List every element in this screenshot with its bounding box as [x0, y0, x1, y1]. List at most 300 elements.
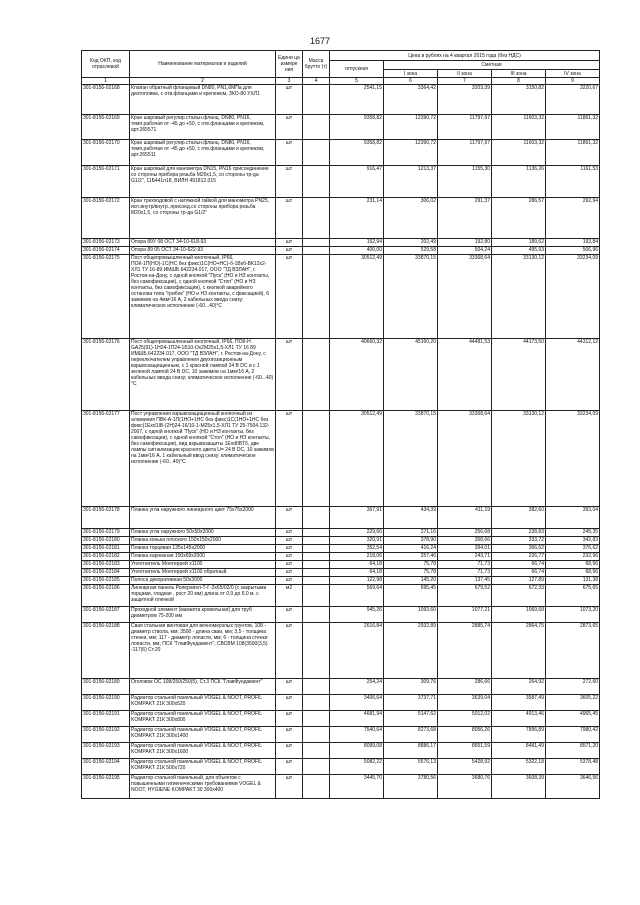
- table-row: [82, 577, 600, 585]
- row-code: 301-8156-02176: [82, 339, 130, 411]
- row-unit: шт: [276, 569, 303, 577]
- row-price: 3150,82: [492, 85, 546, 115]
- row-unit: шт: [276, 140, 303, 166]
- row-mass: [303, 411, 330, 507]
- row-price: 3364,42: [384, 85, 438, 115]
- table-row: [82, 553, 600, 561]
- row-mass: [303, 140, 330, 166]
- row-price: 257,46: [384, 553, 438, 561]
- row-code: 301-8156-02183: [82, 561, 130, 569]
- row-price: 7540,64: [330, 727, 384, 743]
- row-price: 229,66: [330, 529, 384, 537]
- row-price: 33130,12: [492, 411, 546, 507]
- header-estimated-price: Сметная: [384, 61, 600, 70]
- column-index: 5: [330, 78, 384, 85]
- header-price-group: Цена в рублях на 4 квартал 2015 года (без НДС): [330, 51, 600, 61]
- row-code: 301-8156-02173: [82, 239, 130, 247]
- row-name: Планка карнизная 100х69х2000: [130, 553, 276, 561]
- row-code: 301-8156-02172: [82, 198, 130, 239]
- row-price: 695,45: [384, 585, 438, 607]
- row-price: 231,14: [330, 198, 384, 239]
- row-price: 238,83: [492, 529, 546, 537]
- row-price: 1069,68: [492, 607, 546, 623]
- row-price: 569,64: [330, 585, 384, 607]
- row-price: 306,02: [384, 198, 438, 239]
- row-unit: шт: [276, 239, 303, 247]
- row-price: 2541,15: [330, 85, 384, 115]
- column-index-row: [82, 78, 600, 85]
- row-unit: шт: [276, 679, 303, 695]
- row-price: 411,19: [438, 507, 492, 529]
- row-unit: шт: [276, 255, 303, 339]
- row-price: 7896,89: [492, 727, 546, 743]
- row-mass: [303, 166, 330, 198]
- table-row: [82, 775, 600, 799]
- row-price: 4965,45: [546, 711, 600, 727]
- row-mass: [303, 695, 330, 711]
- row-mass: [303, 727, 330, 743]
- row-price: 3587,49: [492, 695, 546, 711]
- row-mass: [303, 585, 330, 607]
- header-zone-4: IV зона: [546, 70, 600, 78]
- row-price: 137,45: [438, 577, 492, 585]
- row-price: 495,93: [492, 247, 546, 255]
- row-price: 218,06: [330, 553, 384, 561]
- row-code: 301-8156-02168: [82, 85, 130, 115]
- row-price: 68,56: [546, 569, 600, 577]
- row-price: 272,60: [546, 679, 600, 695]
- row-code: 301-8156-02189: [82, 679, 130, 695]
- table-row: [82, 695, 600, 711]
- table-row: [82, 198, 600, 239]
- row-unit: шт: [276, 775, 303, 799]
- row-price: 1161,53: [546, 166, 600, 198]
- row-unit: шт: [276, 743, 303, 759]
- column-index: 9: [546, 78, 600, 85]
- row-price: 333,72: [492, 537, 546, 545]
- row-price: 8481,49: [492, 743, 546, 759]
- row-code: 301-8156-02187: [82, 607, 130, 623]
- row-price: 1213,37: [384, 166, 438, 198]
- row-unit: шт: [276, 198, 303, 239]
- row-price: 44173,50: [492, 339, 546, 411]
- row-code: 301-8156-02195: [82, 775, 130, 799]
- row-price: 33130,12: [492, 255, 546, 339]
- row-unit: шт: [276, 115, 303, 140]
- row-price: 30512,49: [330, 411, 384, 507]
- row-price: 30512,49: [330, 255, 384, 339]
- row-price: 352,54: [330, 545, 384, 553]
- row-price: 127,89: [492, 577, 546, 585]
- row-price: 66,74: [492, 569, 546, 577]
- row-price: 33368,64: [438, 411, 492, 507]
- row-name: Свая стальная винтовая для вечномерзлых грунтов, 108 - диаметр ствола, мм; 3500 - длина сваи, мм; 3,5 - толщина стенки, мм; 117 - диаметр лопасти, мм; 6 - толщина стенки лопасти, мм; ПСК "ГлавФундамент", СВСВМ 108(3500(3,5) -117(6) Ст.20: [130, 623, 276, 679]
- row-unit: шт: [276, 577, 303, 585]
- table-row: [82, 140, 600, 166]
- header-zone-2: II зона: [438, 70, 492, 78]
- row-price: 1136,26: [492, 166, 546, 198]
- row-mass: [303, 743, 330, 759]
- column-index: 3: [276, 78, 303, 85]
- row-name: Радиатор стальной панельный, для объектов с повышенными гигиеническими требованиями VOGEL & NOOT, HYGIENE KOMPAKT 30 300х400: [130, 775, 276, 799]
- row-price: 2932,89: [384, 623, 438, 679]
- row-price: 33870,15: [384, 411, 438, 507]
- table-row: [82, 545, 600, 553]
- row-price: 393,04: [546, 507, 600, 529]
- header-name: Наименование материалов и изделий: [130, 51, 276, 78]
- row-code: 301-8156-02192: [82, 727, 130, 743]
- row-price: 286,57: [492, 198, 546, 239]
- row-mass: [303, 507, 330, 529]
- row-name: Радиатор стальной панельный VOGEL & NOOT, PROFIL KOMPAKT 21К 300х1600: [130, 743, 276, 759]
- row-name: Кран шаровый для манометра DN15, PN16 присоединение со стороны прибора резьба М20х1,5, со стороны тр-да G1/2", 11Б441п18, ВИЛН 491812.015: [130, 166, 276, 198]
- row-price: 5082,22: [330, 759, 384, 775]
- row-price: 3406,64: [330, 695, 384, 711]
- row-price: 145,20: [384, 577, 438, 585]
- row-unit: шт: [276, 607, 303, 623]
- table-row: [82, 255, 600, 339]
- row-price: 11861,32: [546, 115, 600, 140]
- row-mass: [303, 711, 330, 727]
- row-price: 64,18: [330, 569, 384, 577]
- row-price: 945,26: [330, 607, 384, 623]
- row-mass: [303, 239, 330, 247]
- row-mass: [303, 623, 330, 679]
- row-unit: м2: [276, 585, 303, 607]
- row-name: Кран шаровый регулир.стальн.фланц. DN80, PN16, темп.рабочая от -45 до +50, с отв.фланцами и крепежом, арт.265571: [130, 115, 276, 140]
- header-zone-1: I зона: [384, 70, 438, 78]
- row-code: 301-8156-02175: [82, 255, 130, 339]
- row-price: 3680,76: [438, 775, 492, 799]
- row-price: 916,47: [330, 166, 384, 198]
- row-unit: шт: [276, 759, 303, 775]
- row-unit: шт: [276, 166, 303, 198]
- row-unit: шт: [276, 507, 303, 529]
- row-price: 254,24: [330, 679, 384, 695]
- row-price: 5428,92: [438, 759, 492, 775]
- row-price: 8886,17: [384, 743, 438, 759]
- row-price: 131,38: [546, 577, 600, 585]
- row-name: Кран шаровый регулир.стальн.фланц. DN80, PN16, темп.рабочая от -45 до +50, с отв.фланцами и крепежом, арт.265511: [130, 140, 276, 166]
- row-price: 1093,60: [384, 607, 438, 623]
- row-mass: [303, 115, 330, 140]
- row-mass: [303, 553, 330, 561]
- row-mass: [303, 198, 330, 239]
- row-price: 271,16: [384, 529, 438, 537]
- row-unit: шт: [276, 561, 303, 569]
- row-unit: шт: [276, 339, 303, 411]
- row-mass: [303, 775, 330, 799]
- table-row: [82, 743, 600, 759]
- row-code: 301-8156-02184: [82, 569, 130, 577]
- row-price: 256,68: [438, 529, 492, 537]
- row-price: 5378,48: [546, 759, 600, 775]
- row-price: 3220,67: [546, 85, 600, 115]
- row-price: 11603,32: [492, 115, 546, 140]
- row-name: Уплотнитель Монтеррей х1100 обратный: [130, 569, 276, 577]
- row-price: 245,35: [546, 529, 600, 537]
- table-row: [82, 561, 600, 569]
- row-price: 2885,74: [438, 623, 492, 679]
- column-index: 8: [492, 78, 546, 85]
- row-mass: [303, 759, 330, 775]
- table-row: [82, 679, 600, 695]
- row-price: 309,76: [384, 679, 438, 695]
- row-price: 44481,53: [438, 339, 492, 411]
- price-table: [81, 50, 600, 799]
- row-price: 3639,04: [438, 695, 492, 711]
- row-unit: шт: [276, 553, 303, 561]
- row-price: 4681,94: [330, 711, 384, 727]
- header-code: Код ОКП, код отраслевой: [82, 51, 130, 78]
- row-price: 434,39: [384, 507, 438, 529]
- row-price: 202,49: [384, 239, 438, 247]
- row-price: 1155,30: [438, 166, 492, 198]
- table-row: [82, 85, 600, 115]
- row-price: 366,62: [492, 545, 546, 553]
- table-row: [82, 529, 600, 537]
- row-code: 301-8156-02169: [82, 115, 130, 140]
- row-price: 4913,46: [492, 711, 546, 727]
- row-unit: шт: [276, 695, 303, 711]
- row-mass: [303, 577, 330, 585]
- column-index: 2: [130, 78, 276, 85]
- row-price: 33368,64: [438, 255, 492, 339]
- row-unit: шт: [276, 85, 303, 115]
- row-name: Радиатор стальной панельный VOGEL & NOOT, PROFIL KOMPAKT 21К 300х800: [130, 711, 276, 727]
- table-row: [82, 239, 600, 247]
- row-code: 301-8156-02181: [82, 545, 130, 553]
- row-name: Оголовок ОС 108/250/250(5), Ст.3 ПСК "ГлавФундамент": [130, 679, 276, 695]
- row-price: 3203,39: [438, 85, 492, 115]
- row-mass: [303, 561, 330, 569]
- header-release-price: отпускная: [330, 61, 384, 78]
- row-price: 243,71: [438, 553, 492, 561]
- row-price: 192,80: [438, 239, 492, 247]
- row-unit: шт: [276, 545, 303, 553]
- row-name: Пост общепромышленный кнопочный, IP66, ПОК-1П(НО)-1С(НС без фикс)1С(НО+НС)-б-1Вхб-ВК12х2-ХЛ1 ТУ 16-89 ИМШБ.642234.017, ООО "ТД ВЗЛАН", г. Ростов-на-Дону, с одной кнопкой "Пуск" (НО и НЗ контакты, без самофиксации), с одной кнопкой "Стоп" (НО и НЗ контакты, без самофиксации), с кнопкой аварийного останова типа "грибок" (НО и НЗ контакты, с фиксацией), 6 зажимов на 4мм²16 А, 2 кабельных ввода снизу; климатическое исполнение (-60...40)°С: [130, 255, 276, 339]
- row-name: Клапан обратный фланцевый DN80, PN1,6МПа для дизтоплива, с отв.фланцами и крепежом, ЗКО-80 УХЛ1: [130, 85, 276, 115]
- row-code: 301-8156-02177: [82, 411, 130, 507]
- row-price: 33234,09: [546, 411, 600, 507]
- row-price: 11797,67: [438, 115, 492, 140]
- row-price: 122,98: [330, 577, 384, 585]
- table-row: [82, 115, 600, 140]
- row-code: 301-8156-02190: [82, 695, 130, 711]
- row-price: 9358,82: [330, 140, 384, 166]
- row-price: 376,62: [546, 545, 600, 553]
- row-mass: [303, 529, 330, 537]
- row-code: 301-8156-02185: [82, 577, 130, 585]
- row-code: 301-8156-02171: [82, 166, 130, 198]
- row-price: 44312,12: [546, 339, 600, 411]
- row-name: Планка угла наружного 50х50х2000: [130, 529, 276, 537]
- row-unit: шт: [276, 247, 303, 255]
- row-unit: шт: [276, 529, 303, 537]
- row-price: 9358,82: [330, 115, 384, 140]
- table-row: [82, 247, 600, 255]
- row-code: 301-8156-02174: [82, 247, 130, 255]
- column-index: 1: [82, 78, 130, 85]
- row-unit: шт: [276, 727, 303, 743]
- row-price: 1073,20: [546, 607, 600, 623]
- row-price: 12390,72: [384, 115, 438, 140]
- row-price: 66,74: [492, 561, 546, 569]
- row-price: 394,01: [438, 545, 492, 553]
- row-price: 378,90: [384, 537, 438, 545]
- row-price: 3737,71: [384, 695, 438, 711]
- row-price: 5147,62: [384, 711, 438, 727]
- table-row: [82, 727, 600, 743]
- row-price: 1077,21: [438, 607, 492, 623]
- row-name: Радиатор стальной панельный VOGEL & NOOT, PROFIL KOMPAKT 21К 500х720: [130, 759, 276, 775]
- row-price: 679,52: [438, 585, 492, 607]
- row-price: 152,94: [330, 239, 384, 247]
- row-price: 672,33: [492, 585, 546, 607]
- row-price: 40660,32: [330, 339, 384, 411]
- row-price: 64,18: [330, 561, 384, 569]
- row-price: 8056,26: [438, 727, 492, 743]
- table-row: [82, 507, 600, 529]
- row-mass: [303, 545, 330, 553]
- row-code: 301-8156-02182: [82, 553, 130, 561]
- row-unit: шт: [276, 537, 303, 545]
- row-unit: шт: [276, 711, 303, 727]
- row-price: 291,37: [438, 198, 492, 239]
- column-index: 6: [384, 78, 438, 85]
- column-index: 4: [303, 78, 330, 85]
- table-row: [82, 623, 600, 679]
- row-price: 75,78: [384, 569, 438, 577]
- row-price: 7980,42: [546, 727, 600, 743]
- row-price: 400,00: [330, 247, 384, 255]
- row-price: 2616,84: [330, 623, 384, 679]
- column-index: 7: [438, 78, 492, 85]
- row-price: 33870,15: [384, 255, 438, 339]
- row-price: 33234,09: [546, 255, 600, 339]
- header-zone-3: III зона: [492, 70, 546, 78]
- row-price: 8099,08: [330, 743, 384, 759]
- row-mass: [303, 255, 330, 339]
- row-price: 71,73: [438, 561, 492, 569]
- row-price: 226,77: [492, 553, 546, 561]
- row-price: 12390,72: [384, 140, 438, 166]
- row-price: 367,91: [330, 507, 384, 529]
- row-price: 45160,20: [384, 339, 438, 411]
- row-mass: [303, 247, 330, 255]
- row-price: 320,91: [330, 537, 384, 545]
- row-price: 71,73: [438, 569, 492, 577]
- row-name: Радиатор стальной панельный VOGEL & NOOT, PROFIL KOMPAKT 21К 300х520: [130, 695, 276, 711]
- row-name: Кран трехходовой с натяжной гайкой для манометра PN25, исп.внутр/внутр.,присоед.со стороны прибора резьба М20х1,5, со стороны тр-да G1/2": [130, 198, 276, 239]
- row-price: 193,84: [546, 239, 600, 247]
- table-row: [82, 339, 600, 411]
- row-unit: шт: [276, 411, 303, 507]
- row-mass: [303, 607, 330, 623]
- row-price: 3780,56: [384, 775, 438, 799]
- row-price: 5576,13: [384, 759, 438, 775]
- row-name: Полоса декоративная 50х3000: [130, 577, 276, 585]
- row-name: Пост управления взрывозащищенный кнопочный из алюминия ПВК-А-1П(1НО+1НС без фикс)1С(1НО+1НС без фикс)1Exd1IB-(2Н)24-16/10-1-М25х1,5-ХЛ1 ТУ 25-7504.132-2007, с одной кнопкой "Пуск" (НО и НЗ контакты, без самофиксации), с одной кнопкой "Стоп" (НО и НЗ контакты, без самофиксации), вид взрывозащиты 1ExdIIBT6, две лампы сигнализации красного цвета U= 24 В DC, 10 зажимов на 1мм²16 А, 1 кабельный ввод снизу; климатическое исполнение (-60...40)°С: [130, 411, 276, 507]
- row-price: 675,65: [546, 585, 600, 607]
- row-name: Радиатор стальной панельный VOGEL & NOOT, PROFIL KOMPAKT 21К 300х1400: [130, 727, 276, 743]
- row-price: 3445,70: [330, 775, 384, 799]
- row-price: 5322,18: [492, 759, 546, 775]
- row-price: 286,66: [438, 679, 492, 695]
- row-price: 2873,65: [546, 623, 600, 679]
- row-price: 506,96: [546, 247, 600, 255]
- row-price: 3605,22: [546, 695, 600, 711]
- row-price: 5012,02: [438, 711, 492, 727]
- row-price: 342,83: [546, 537, 600, 545]
- header-mass: Масса брутто (т): [303, 51, 330, 78]
- row-name: Опора 89 05 ОСТ 34-10-622-93: [130, 247, 276, 255]
- row-price: 382,60: [492, 507, 546, 529]
- row-code: 301-8156-02193: [82, 743, 130, 759]
- row-name: Линеарная панель Ролерапел-Т-Г-2х65/02/0 (с закрытыми торцами, гладкая , рост 20 мм) длина от 0,9 до 6,0 м. с защитной пленкой: [130, 585, 276, 607]
- row-mass: [303, 679, 330, 695]
- row-price: 8571,20: [546, 743, 600, 759]
- row-price: 529,58: [384, 247, 438, 255]
- row-mass: [303, 85, 330, 115]
- row-price: 232,96: [546, 553, 600, 561]
- table-row: [82, 711, 600, 727]
- table-row: [82, 759, 600, 775]
- row-price: 504,24: [438, 247, 492, 255]
- row-price: 2864,75: [492, 623, 546, 679]
- row-price: 8273,68: [384, 727, 438, 743]
- row-code: 301-8156-02186: [82, 585, 130, 607]
- row-name: Опора 89У 08 ОСТ 34-10-618-93: [130, 239, 276, 247]
- row-price: 264,92: [492, 679, 546, 695]
- row-code: 301-8156-02178: [82, 507, 130, 529]
- row-price: 68,56: [546, 561, 600, 569]
- row-name: Планка конька плоского 150х150х2000: [130, 537, 276, 545]
- row-code: 301-8156-02188: [82, 623, 130, 679]
- table-row: [82, 585, 600, 607]
- header-unit: Едини ца измере ния: [276, 51, 303, 78]
- row-unit: шт: [276, 623, 303, 679]
- row-price: 75,78: [384, 561, 438, 569]
- row-price: 189,62: [492, 239, 546, 247]
- row-code: 301-8156-02180: [82, 537, 130, 545]
- row-mass: [303, 537, 330, 545]
- row-code: 301-8156-02179: [82, 529, 130, 537]
- row-name: Уплотнитель Монтеррей х1100: [130, 561, 276, 569]
- row-price: 292,94: [546, 198, 600, 239]
- row-price: 8651,59: [438, 743, 492, 759]
- table-row: [82, 166, 600, 198]
- row-mass: [303, 569, 330, 577]
- row-name: Пост общепромышленный кнопочный, IP66, ПОК-Н GA25(91)-1Н24-1П24-1Б10-Ох2М25х1,5-ХЛ1 ТУ 16 89 ИМШБ.642234.017, ООО "ТД ВЗЛАН", г. Ростов-на-Дону, с переключателем управления двухпозиционным взрывозащищенным, с 1 красной лампой 24 В DC и с 1 зеленой лампой 24 В DC, 10 зажимов на 1мм²16 А, 2 кабельных ввода снизу; климатическое исполнение (-60...40)°С: [130, 339, 276, 411]
- row-mass: [303, 339, 330, 411]
- row-name: Проходной элемент (манжета кровельная) для труб диаметром 75-200 мм: [130, 607, 276, 623]
- row-price: 3608,39: [492, 775, 546, 799]
- row-price: 358,66: [438, 537, 492, 545]
- row-name: Планка угла наружного линеарного цвет 75х75х2000: [130, 507, 276, 529]
- row-price: 11861,32: [546, 140, 600, 166]
- table-row: [82, 569, 600, 577]
- table-row: [82, 537, 600, 545]
- row-price: 416,24: [384, 545, 438, 553]
- row-price: 11603,32: [492, 140, 546, 166]
- row-price: 11797,67: [438, 140, 492, 166]
- row-name: Планка торцевая 135х145х2000: [130, 545, 276, 553]
- page-number: 1677: [309, 36, 331, 46]
- row-code: 301-8156-02194: [82, 759, 130, 775]
- row-code: 301-8156-02191: [82, 711, 130, 727]
- table-row: [82, 411, 600, 507]
